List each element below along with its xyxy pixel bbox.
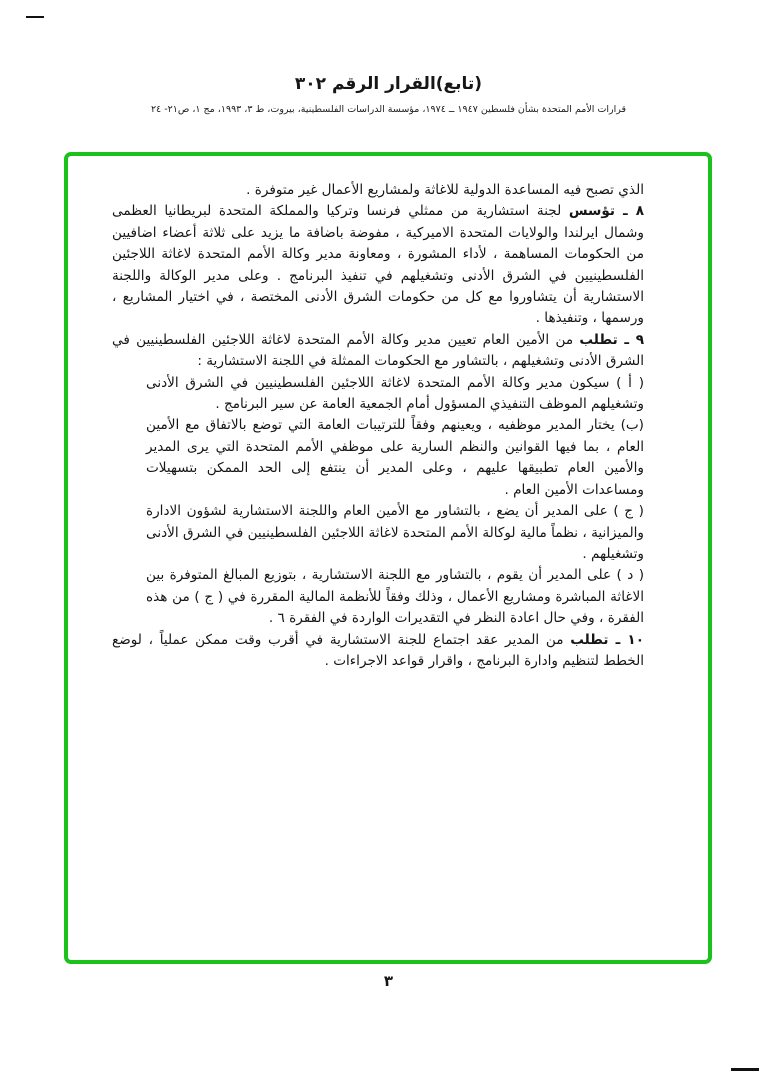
paragraph-continuation	[212, 180, 644, 201]
paragraph-text: ( أ ) سيكون مدير وكالة الأمم المتحدة لاغاثة اللاجئين الفلسطينيين في الشرق الأدنى وتشغيلهم الموظف التنفيذي المسؤول أمام الجمعية العامة عن سير البرنامج .	[146, 374, 644, 413]
page-title: (تابع)القرار الرقم ٣٠٢	[294, 74, 483, 94]
paragraph-subclause-b	[146, 415, 644, 501]
paragraph-subclause-j	[146, 501, 644, 565]
paragraph-subclause-a	[146, 373, 644, 416]
scan-mark-top-left	[26, 16, 44, 18]
paragraph-text: ( ج ) على المدير أن يضع ، بالتشاور مع الأمين العام واللجنة الاستشارية لشؤون الادارة والميزانية ، نظماً مالية لوكالة الأمم المتحدة لاغاثة اللاجئين الفلسطينيين في الشرق الأدنى وتشغيلهم .	[145, 503, 644, 562]
page-subtitle: قرارات الأمم المتحدة بشأن فلسطين ١٩٤٧ ــ ١٩٧٤، مؤسسة الدراسات الفلسطينية، بيروت، ط ٣، ١٩٩٣، مج ١، ص٢١- ٢٤	[150, 104, 627, 115]
paragraph-text: من الأمين العام تعيين مدير وكالة الأمم المتحدة لاغاثة اللاجئين الفلسطينيين في الشرق الأدنى وتشغيلهم ، بالتشاور مع الحكومات الممثلة في اللجنة الاستشارية :	[112, 331, 644, 370]
paragraph-text: ( د ) على المدير أن يقوم ، بالتشاور مع اللجنة الاستشارية ، بتوزيع المبالغ المتوفرة بين الاغاثة المباشرة ومشاريع الأعمال ، وذلك وفقاً للأنظمة المالية المقررة في ( ج ) من هذه الفقرة ، وفي حال اعادة النظر في التقديرات الواردة في الفقرة ٦ .	[146, 567, 644, 627]
paragraph-clause-8	[112, 201, 644, 329]
page-number: ٣	[383, 972, 394, 990]
clause-number: ١٠ ـ تطلب	[570, 631, 644, 648]
scan-mark-bottom-right	[731, 1068, 759, 1071]
paragraph-text: الذي تصبح فيه المساعدة الدولية للاغاثة ولمشاريع الأعمال غير متوفرة .	[246, 182, 644, 198]
page-header	[0, 74, 777, 115]
paragraph-clause-9	[112, 330, 644, 373]
paragraph-clause-10	[112, 630, 644, 673]
text-frame	[64, 152, 712, 964]
paragraph-text: (ب) يختار المدير موظفيه ، ويعينهم وفقاً للترتيبات العامة التي توضع بالاتفاق مع الأمين العام ، بما فيها القوانين والنظم السارية على موظفي الأمم المتحدة التي يرى المدير والأمين العام تطبيقها عليهم ، وعلى المدير أن ينتفع إلى الحد الممكن بتسهيلات ومساعدات الأمين العام .	[146, 417, 644, 498]
paragraph-text: لجنة استشارية من ممثلي فرنسا وتركيا والمملكة المتحدة لبريطانيا العظمى وشمال ايرلندا والولايات المتحدة الاميركية ، مفوضة باضافة ما يزيد على ثلاثة أعضاء اضافيين من الحكومات المساهمة ، لأداء المشورة ، ومعاونة مدير وكالة الأمم المتحدة لاغاثة اللاجئين الفلسطينيين في الشرق الأدنى وتشغيلهم في تنفيذ البرنامج . وعلى مدير الوكالة واللجنة الاستشارية أن يتشاوروا مع كل من حكومات الشرق الأدنى المختصة ، في اختيار المشاريع ، ورسمها ، وتنفيذها .	[112, 203, 644, 327]
paragraph-subclause-d	[146, 565, 644, 629]
paragraph-text: من المدير عقد اجتماع للجنة الاستشارية في أقرب وقت ممكن عملياً ، لوضع الخطط لتنظيم وادارة البرنامج ، واقرار قواعد الاجراءات .	[112, 631, 644, 669]
clause-number: ٨ ـ تؤسس	[568, 203, 644, 220]
resolution-text	[68, 156, 708, 960]
clause-number: ٩ ـ تطلب	[579, 331, 645, 348]
